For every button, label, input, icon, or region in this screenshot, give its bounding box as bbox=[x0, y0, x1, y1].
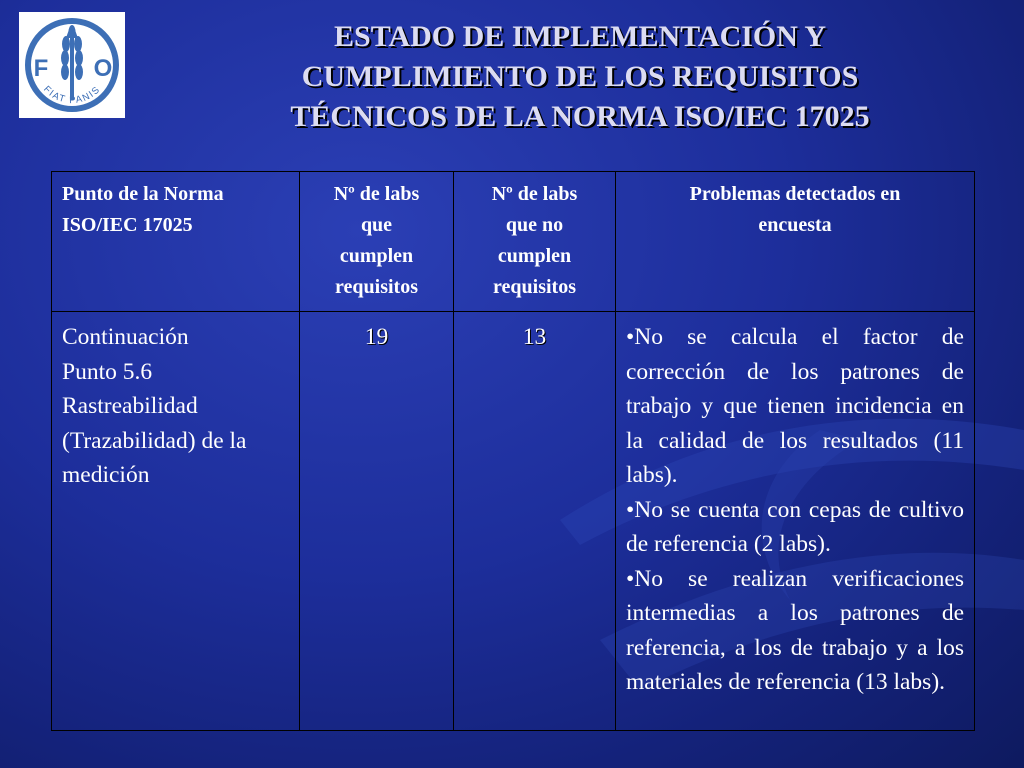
cell-problemas bbox=[616, 312, 975, 731]
cell-line: (Trazabilidad) de la bbox=[62, 427, 247, 454]
header-line: que bbox=[360, 214, 393, 236]
problem-item: •No se realizan verificaciones intermedias a los patrones de referencia, a los de trabajo y a los materiales de referencia (13 labs). bbox=[626, 565, 964, 695]
logo-letter-f: F bbox=[33, 55, 49, 82]
requirements-table bbox=[51, 171, 975, 731]
header-punto-norma bbox=[52, 172, 300, 312]
problem-item: •No se calcula el factor de corrección de los patrones de trabajo y que tienen incidencia en la calidad de los resultados (11 labs). bbox=[626, 324, 964, 488]
header-labs-cumplen bbox=[300, 172, 454, 312]
cell-punto-norma bbox=[52, 312, 300, 731]
title-line: TÉCNICOS DE LA NORMA ISO/IEC 17025 bbox=[290, 100, 870, 133]
title-line: ESTADO DE IMPLEMENTACIÓN Y bbox=[334, 20, 826, 53]
fao-logo bbox=[19, 12, 125, 118]
header-line: Problemas detectados en bbox=[689, 183, 901, 205]
count-cumplen: 19 bbox=[364, 324, 389, 350]
table-row bbox=[52, 312, 975, 731]
header-line: Nº de labs bbox=[333, 183, 420, 205]
logo-motto: FIAT PANIS bbox=[41, 83, 103, 107]
logo-letter-o: O bbox=[93, 55, 113, 82]
cell-line: Continuación bbox=[62, 324, 189, 350]
header-line: requisitos bbox=[335, 276, 418, 298]
header-line: cumplen bbox=[497, 245, 572, 267]
cell-line: Punto 5.6 bbox=[62, 358, 153, 385]
cell-labs-cumplen bbox=[300, 312, 454, 731]
header-labs-no-cumplen bbox=[454, 172, 616, 312]
cell-line: medición bbox=[62, 462, 150, 488]
header-line: encuesta bbox=[758, 214, 832, 236]
header-line: Nº de labs bbox=[491, 183, 578, 205]
header-line: requisitos bbox=[493, 276, 576, 298]
logo-letter-a: A bbox=[64, 22, 80, 47]
cell-labs-no-cumplen bbox=[454, 312, 616, 731]
table-header-row bbox=[52, 172, 975, 312]
header-line: cumplen bbox=[339, 245, 414, 267]
count-no-cumplen: 13 bbox=[522, 324, 547, 350]
slide-title bbox=[140, 17, 1020, 137]
cell-line: Rastreabilidad bbox=[62, 393, 198, 419]
header-line: que no bbox=[505, 214, 564, 236]
fao-wheat-emblem-icon bbox=[19, 12, 125, 118]
title-line: CUMPLIMIENTO DE LOS REQUISITOS bbox=[301, 60, 859, 93]
header-line: Punto de la Norma bbox=[62, 183, 224, 205]
header-problemas bbox=[616, 172, 975, 312]
problem-item: •No se cuenta con cepas de cultivo de referencia (2 labs). bbox=[626, 496, 964, 557]
header-line: ISO/IEC 17025 bbox=[62, 214, 193, 236]
